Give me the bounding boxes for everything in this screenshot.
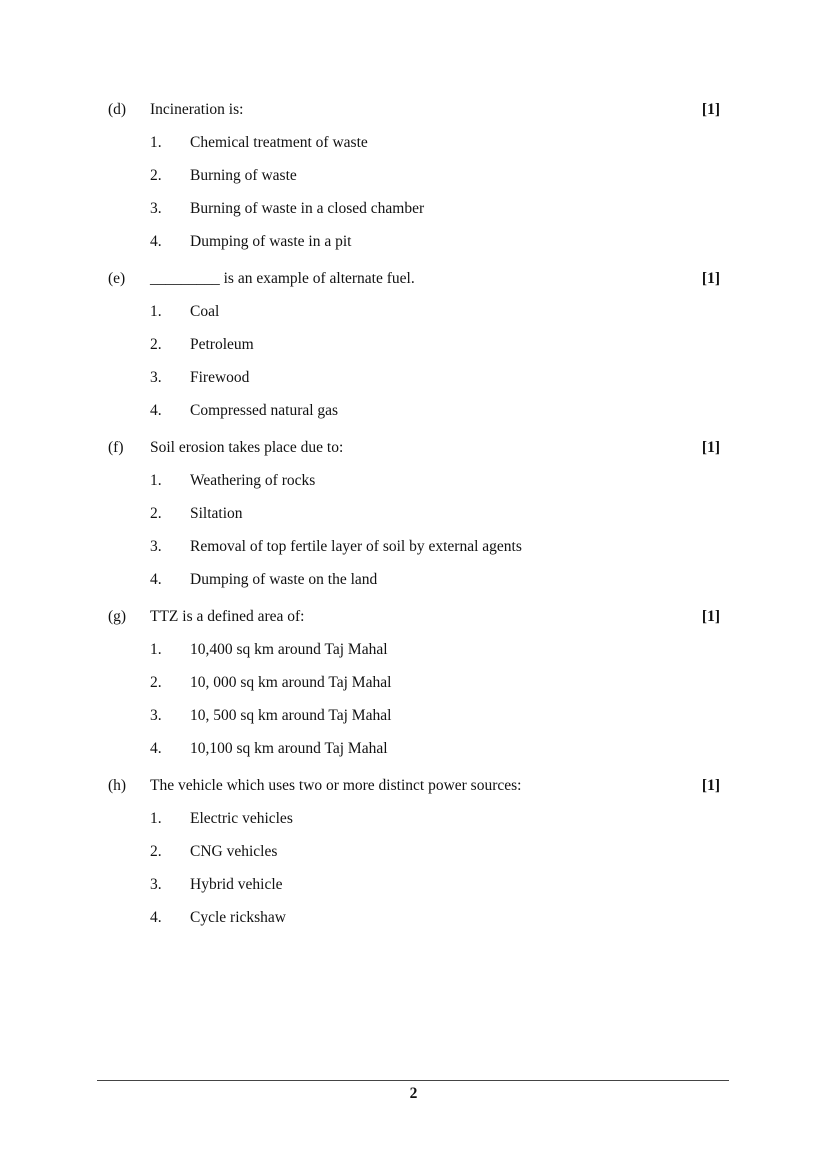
option-item bbox=[0, 333, 827, 357]
option-text: CNG vehicles bbox=[190, 843, 278, 860]
option-number: 2. bbox=[150, 336, 162, 353]
option-item bbox=[0, 399, 827, 423]
option-item bbox=[0, 807, 827, 831]
option-item bbox=[0, 502, 827, 526]
option-number: 3. bbox=[150, 369, 162, 386]
question-text: TTZ is a defined area of: bbox=[150, 608, 305, 625]
option-item bbox=[0, 164, 827, 188]
option-number: 3. bbox=[150, 200, 162, 217]
question-label: (e) bbox=[108, 270, 126, 287]
question-label: (f) bbox=[108, 439, 124, 456]
question-label: (d) bbox=[108, 101, 127, 118]
question-label: (g) bbox=[108, 608, 127, 625]
question-header bbox=[0, 267, 827, 291]
question-d bbox=[0, 98, 827, 267]
question-g bbox=[0, 605, 827, 774]
option-number: 1. bbox=[150, 134, 162, 151]
question-text: _________ is an example of alternate fuel. bbox=[150, 270, 415, 287]
question-marks: [1] bbox=[701, 270, 720, 287]
option-item bbox=[0, 535, 827, 559]
option-number: 2. bbox=[150, 505, 162, 522]
option-text: Compressed natural gas bbox=[190, 402, 339, 419]
option-item bbox=[0, 906, 827, 930]
question-marks: [1] bbox=[701, 101, 720, 118]
option-number: 2. bbox=[150, 167, 162, 184]
option-item bbox=[0, 840, 827, 864]
option-text: Removal of top fertile layer of soil by external agents bbox=[190, 538, 522, 555]
option-number: 1. bbox=[150, 472, 162, 489]
question-header bbox=[0, 98, 827, 122]
question-f bbox=[0, 436, 827, 605]
option-text: 10,100 sq km around Taj Mahal bbox=[190, 740, 388, 757]
option-text: Dumping of waste in a pit bbox=[190, 233, 352, 250]
option-item bbox=[0, 366, 827, 390]
option-text: Dumping of waste on the land bbox=[190, 571, 378, 588]
question-text: The vehicle which uses two or more distinct power sources: bbox=[150, 777, 522, 794]
option-text: Weathering of rocks bbox=[190, 472, 316, 489]
question-header bbox=[0, 774, 827, 798]
question-h bbox=[0, 774, 827, 943]
option-text: Cycle rickshaw bbox=[190, 909, 286, 926]
option-number: 3. bbox=[150, 876, 162, 893]
option-text: Firewood bbox=[190, 369, 250, 386]
question-list bbox=[0, 98, 827, 943]
option-item bbox=[0, 737, 827, 761]
option-item bbox=[0, 197, 827, 221]
option-number: 2. bbox=[150, 843, 162, 860]
option-item bbox=[0, 131, 827, 155]
option-number: 3. bbox=[150, 707, 162, 724]
question-e bbox=[0, 267, 827, 436]
option-number: 1. bbox=[150, 303, 162, 320]
option-text: Burning of waste bbox=[190, 167, 297, 184]
option-item bbox=[0, 300, 827, 324]
option-number: 3. bbox=[150, 538, 162, 555]
option-item bbox=[0, 230, 827, 254]
option-item bbox=[0, 469, 827, 493]
page-number: 2 bbox=[409, 1085, 418, 1102]
option-number: 1. bbox=[150, 641, 162, 658]
option-number: 4. bbox=[150, 909, 162, 926]
option-text: Petroleum bbox=[190, 336, 254, 353]
option-number: 4. bbox=[150, 740, 162, 757]
question-marks: [1] bbox=[701, 777, 720, 794]
option-item bbox=[0, 704, 827, 728]
question-text: Soil erosion takes place due to: bbox=[150, 439, 344, 456]
question-header bbox=[0, 605, 827, 629]
option-text: Electric vehicles bbox=[190, 810, 293, 827]
option-item bbox=[0, 568, 827, 592]
option-item bbox=[0, 873, 827, 897]
option-number: 1. bbox=[150, 810, 162, 827]
option-number: 4. bbox=[150, 402, 162, 419]
option-text: Chemical treatment of waste bbox=[190, 134, 368, 151]
question-header bbox=[0, 436, 827, 460]
option-text: Coal bbox=[190, 303, 220, 320]
option-text: 10, 500 sq km around Taj Mahal bbox=[190, 707, 392, 724]
question-marks: [1] bbox=[701, 439, 720, 456]
question-marks: [1] bbox=[701, 608, 720, 625]
option-number: 2. bbox=[150, 674, 162, 691]
option-number: 4. bbox=[150, 571, 162, 588]
option-text: 10,400 sq km around Taj Mahal bbox=[190, 641, 388, 658]
option-text: Hybrid vehicle bbox=[190, 876, 283, 893]
question-text: Incineration is: bbox=[150, 101, 244, 118]
option-number: 4. bbox=[150, 233, 162, 250]
option-text: Siltation bbox=[190, 505, 243, 522]
option-item bbox=[0, 638, 827, 662]
footer-divider bbox=[97, 1080, 729, 1081]
option-text: Burning of waste in a closed chamber bbox=[190, 200, 425, 217]
option-text: 10, 000 sq km around Taj Mahal bbox=[190, 674, 392, 691]
question-label: (h) bbox=[108, 777, 127, 794]
option-item bbox=[0, 671, 827, 695]
